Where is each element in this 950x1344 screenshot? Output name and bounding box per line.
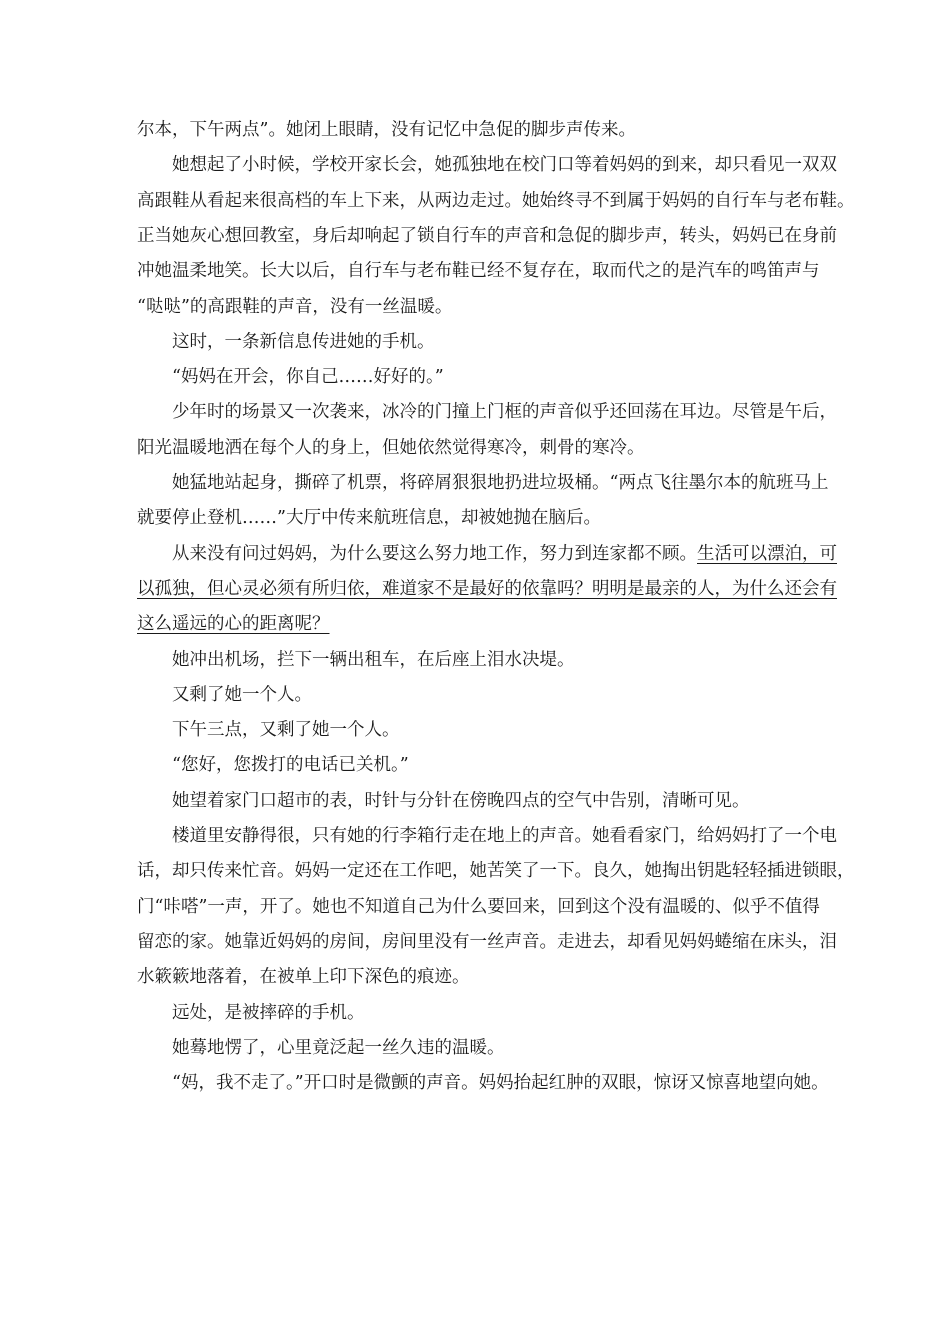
line-text: 水簌簌地落着，在被单上印下深色的痕迹。 <box>137 967 470 988</box>
text-line <box>137 506 601 530</box>
text-line <box>137 259 820 283</box>
line-text: 从来没有问过妈妈，为什么要这么努力地工作，努力到连家都不顾。 <box>172 543 697 564</box>
text-line <box>172 824 837 848</box>
line-text: 正当她灰心想回教室，身后却响起了锁自行车的声音和急促的脚步声，转头，妈妈已在身前 <box>137 225 837 246</box>
text-line <box>172 1071 829 1095</box>
line-text: 尔本，下午两点”。她闭上眼睛，没有记忆中急促的脚步声传来。 <box>137 120 636 140</box>
text-line <box>172 1036 505 1060</box>
line-text: 她想起了小时候，学校开家长会，她孤独地在校门口等着妈妈的到来，却只看见一双双 <box>172 155 837 176</box>
text-line <box>172 1001 365 1025</box>
text-line <box>172 789 750 813</box>
underlined-text: 生活可以漂泊，可 <box>697 543 837 564</box>
text-line <box>137 895 820 919</box>
text-line <box>172 648 575 672</box>
text-line <box>172 330 435 354</box>
line-text: “妈妈在开会，你自己……好好的。” <box>172 367 444 388</box>
text-line <box>137 295 452 319</box>
line-text: 下午三点，又剩了她一个人。 <box>172 720 400 741</box>
text-line <box>172 153 837 177</box>
line-text: 她望着家门口超市的表，时针与分针在傍晚四点的空气中告别，清晰可见。 <box>172 790 750 811</box>
line-text: 就要停止登机……”大厅中传来航班信息，却被她抛在脑后。 <box>137 508 601 529</box>
text-line <box>172 753 409 777</box>
text-line <box>172 400 837 424</box>
text-line <box>137 859 855 883</box>
text-line <box>137 436 645 460</box>
text-line <box>172 683 312 707</box>
text-line <box>172 365 444 389</box>
line-text: 她蓦地愣了，心里竟泛起一丝久违的温暖。 <box>172 1037 505 1058</box>
line-text: 高跟鞋从看起来很高档的车上下来，从两边走过。她始终寻不到属于妈妈的自行车与老布鞋。 <box>137 190 855 211</box>
text-line <box>137 612 330 636</box>
text-line <box>172 718 400 742</box>
line-text: 远处，是被摔碎的手机。 <box>172 1002 365 1023</box>
line-text: “妈，我不走了。”开口时是微颤的声音。妈妈抬起红肿的双眼，惊讶又惊喜地望向她。 <box>172 1073 829 1094</box>
text-line <box>137 930 837 954</box>
line-text: 门“咔嗒”一声，开了。她也不知道自己为什么要回来，回到这个没有温暖的、似乎不值得 <box>137 896 820 917</box>
line-text: 她猛地站起身，撕碎了机票，将碎屑狠狠地扔进垃圾桶。“两点飞往墨尔本的航班马上 <box>172 473 829 493</box>
text-line <box>172 542 837 566</box>
underlined-text: 以孤独，但心灵必须有所归依，难道家不是最好的依靠吗？明明是最亲的人，为什么还会有 <box>137 578 837 599</box>
line-text: “哒哒”的高跟鞋的声音，没有一丝温暖。 <box>137 296 453 317</box>
line-text: “您好，您拨打的电话已关机。” <box>172 755 409 776</box>
text-line <box>172 471 829 495</box>
text-line <box>137 965 470 989</box>
line-text: 冲她温柔地笑。长大以后，自行车与老布鞋已经不复存在，取而代之的是汽车的鸣笛声与 <box>137 261 820 282</box>
text-line <box>137 189 855 213</box>
line-text: 又剩了她一个人。 <box>172 684 312 705</box>
line-text: 这时，一条新信息传进她的手机。 <box>172 331 435 352</box>
line-text: 少年时的场景又一次袭来，冰冷的门撞上门框的声音似乎还回荡在耳边。尽管是午后， <box>172 402 837 423</box>
text-line <box>137 577 837 601</box>
line-text: 话，却只传来忙音。妈妈一定还在工作吧，她苦笑了一下。良久，她掏出钥匙轻轻插进锁眼， <box>137 861 855 882</box>
line-text: 楼道里安静得很，只有她的行李箱行走在地上的声音。她看看家门，给妈妈打了一个电 <box>172 826 837 846</box>
line-text: 留恋的家。她靠近妈妈的房间，房间里没有一丝声音。走进去，却看见妈妈蜷缩在床头，泪 <box>137 931 837 952</box>
line-text: 阳光温暖地洒在每个人的身上，但她依然觉得寒冷，刺骨的寒冷。 <box>137 437 645 458</box>
text-line <box>137 118 636 142</box>
line-text: 她冲出机场，拦下一辆出租车，在后座上泪水决堤。 <box>172 649 575 670</box>
text-line <box>137 224 837 248</box>
underlined-text: 这么遥远的心的距离呢？ <box>137 614 330 635</box>
